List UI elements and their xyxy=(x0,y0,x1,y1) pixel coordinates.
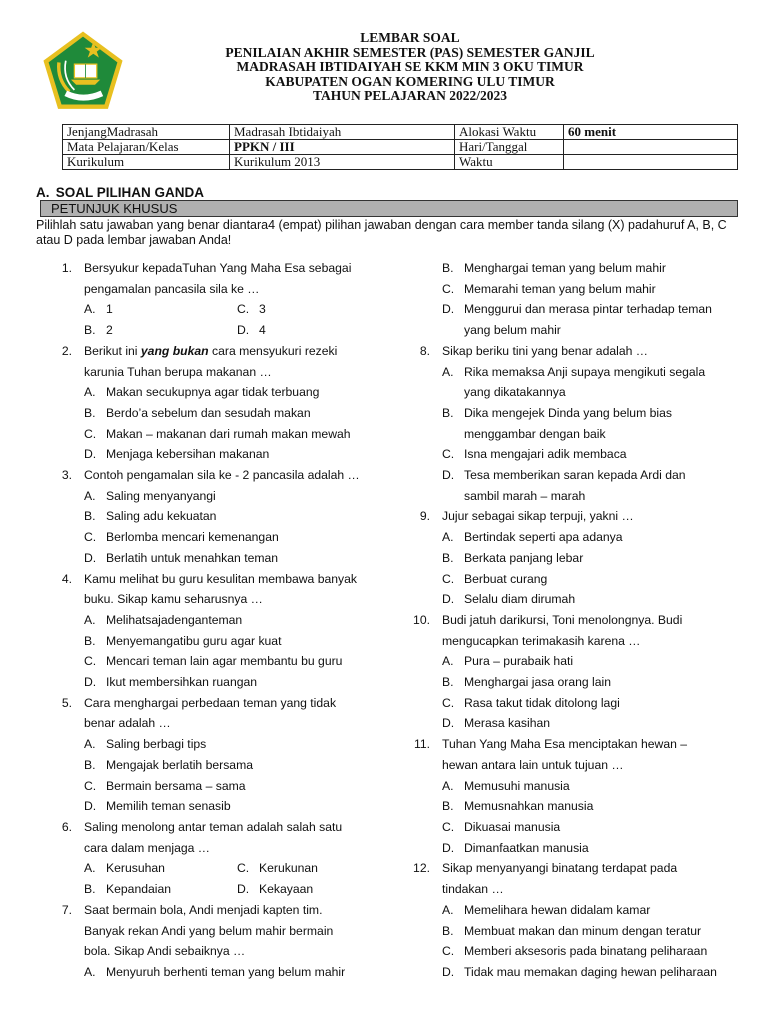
option-text: Berkata panjang lebar xyxy=(464,550,584,565)
question-1 xyxy=(50,258,390,279)
question-7 xyxy=(50,900,390,921)
question-2 xyxy=(50,341,390,362)
option-a xyxy=(50,610,390,631)
option-d xyxy=(408,838,738,859)
option-text: Mencari teman lain agar membantu bu guru xyxy=(106,654,343,669)
question-text: tindakan … xyxy=(442,882,504,897)
option-a xyxy=(50,858,237,879)
option-text: Kekayaan xyxy=(259,882,314,897)
option-text: Memusuhi manusia xyxy=(464,778,570,793)
option-b xyxy=(408,796,738,817)
option-text: Kerusuhan xyxy=(106,861,165,876)
question-number: 9. xyxy=(419,509,430,524)
option-c xyxy=(50,527,390,548)
option-b xyxy=(50,506,390,527)
question-text: Saat bermain bola, Andi menjadi kapten tim. xyxy=(84,902,323,917)
question-text-line xyxy=(50,941,390,962)
option-b xyxy=(408,672,738,693)
option-row xyxy=(50,299,390,320)
question-text: Sikap menyanyangi binatang terdapat pada xyxy=(442,861,678,876)
option-c xyxy=(408,941,738,962)
question-text: Saling menolong antar teman adalah salah satu xyxy=(84,819,343,834)
option-letter: B. xyxy=(442,675,454,690)
info-table xyxy=(62,124,738,170)
table-cell: Kurikulum xyxy=(63,155,230,170)
option-letter: C. xyxy=(84,778,97,793)
question-text: Jujur sebagai sikap terpuji, yakni … xyxy=(442,509,634,524)
option-c xyxy=(50,424,390,445)
option-text: Dika mengejek Dinda yang belum bias xyxy=(464,405,672,420)
section-title: SOAL PILIHAN GANDA xyxy=(55,185,205,200)
option-b xyxy=(50,320,237,341)
option-text: Menghargai teman yang belum mahir xyxy=(464,261,666,275)
option-text: 3 xyxy=(259,302,266,317)
option-letter: A. xyxy=(84,385,96,400)
option-text: Menghargai jasa orang lain xyxy=(464,675,612,690)
option-d xyxy=(237,879,390,900)
option-letter: B. xyxy=(442,261,454,275)
kemenag-logo xyxy=(40,28,126,114)
option-letter: B. xyxy=(84,882,96,897)
option-d xyxy=(408,589,738,610)
option-text: Bertindak seperti apa adanya xyxy=(464,530,623,545)
option-letter: D. xyxy=(237,882,250,897)
question-text-line xyxy=(408,631,738,652)
question-text: cara dalam menjaga … xyxy=(84,840,210,855)
option-a xyxy=(50,299,237,320)
question-emphasis: yang bukan xyxy=(140,343,209,358)
option-letter: B. xyxy=(442,550,454,565)
question-10 xyxy=(408,610,738,631)
question-text: benar adalah … xyxy=(84,716,171,731)
option-text: Selalu diam dirumah xyxy=(464,592,576,607)
question-number: 6. xyxy=(61,819,72,834)
question-text-line xyxy=(408,879,738,900)
option-letter: D. xyxy=(84,447,97,462)
question-text: Cara menghargai perbedaan teman yang tidak xyxy=(84,695,337,710)
header-line: PENILAIAN AKHIR SEMESTER (PAS) SEMESTER GANJIL xyxy=(225,44,595,60)
question-number: 11. xyxy=(413,737,430,752)
option-text: Mengajak berlatih bersama xyxy=(106,757,254,772)
option-letter: C. xyxy=(442,281,455,296)
question-number: 12. xyxy=(413,861,430,876)
question-text-line xyxy=(50,589,390,610)
option-text: Kerukunan xyxy=(259,861,318,876)
left-column xyxy=(50,258,390,983)
option-a xyxy=(50,962,390,983)
question-number: 4. xyxy=(61,571,72,586)
option-text: Makan secukupnya agar tidak terbuang xyxy=(106,385,320,400)
section-heading xyxy=(36,185,204,200)
option-d xyxy=(50,444,390,465)
table-cell: Kurikulum 2013 xyxy=(230,155,455,170)
option-letter: B. xyxy=(84,509,96,524)
option-letter: A. xyxy=(84,737,96,752)
option-letter: B. xyxy=(84,633,96,648)
question-text: mengucapkan terimakasih karena … xyxy=(442,633,641,648)
question-text: pengamalan pancasila sila ke … xyxy=(84,281,260,296)
section-letter: A. xyxy=(36,185,50,200)
option-a xyxy=(50,734,390,755)
question-number: 10. xyxy=(413,612,430,627)
option-c xyxy=(408,693,738,714)
question-text-line xyxy=(50,362,390,383)
question-8 xyxy=(408,341,738,362)
question-6 xyxy=(50,817,390,838)
option-text: Isna mengajari adik membaca xyxy=(464,447,627,462)
question-text: Banyak rekan Andi yang belum mahir bermain xyxy=(84,923,334,938)
table-cell: PPKN / III xyxy=(230,140,455,155)
option-d xyxy=(237,320,390,341)
question-text: Budi jatuh darikursi, Toni menolongnya. Budi xyxy=(442,612,683,627)
header-line: KABUPATEN OGAN KOMERING ULU TIMUR xyxy=(265,73,555,89)
option-text: Memusnahkan manusia xyxy=(464,799,594,814)
option-text: Makan – makanan dari rumah makan mewah xyxy=(106,426,351,441)
option-row xyxy=(50,858,390,879)
option-text: Bermain bersama – sama xyxy=(106,778,246,793)
question-text: Bersyukur kepadaTuhan Yang Maha Esa sebagai xyxy=(84,261,352,275)
table-row xyxy=(63,140,738,155)
option-text: Dimanfaatkan manusia xyxy=(464,840,589,855)
option-a xyxy=(408,776,738,797)
header-line: TAHUN PELAJARAN 2022/2023 xyxy=(312,88,507,103)
question-text: Contoh pengamalan sila ke - 2 pancasila adalah … xyxy=(84,468,360,483)
option-c xyxy=(408,569,738,590)
question-number: 2. xyxy=(61,343,72,358)
option-letter: D. xyxy=(84,675,97,690)
option-b xyxy=(408,548,738,569)
option-letter: D. xyxy=(442,592,455,607)
option-row xyxy=(50,320,390,341)
option-text: Tesa memberikan saran kepada Ardi dan xyxy=(464,468,686,483)
option-letter: D. xyxy=(442,716,455,731)
option-letter: A. xyxy=(442,364,454,379)
option-letter: B. xyxy=(442,405,454,420)
option-letter: D. xyxy=(442,964,455,979)
question-text: Kamu melihat bu guru kesulitan membawa banyak xyxy=(84,571,358,586)
option-letter: B. xyxy=(442,799,454,814)
option-c xyxy=(237,858,390,879)
option-b xyxy=(408,403,738,424)
option-letter: C. xyxy=(442,819,455,834)
option-d xyxy=(50,548,390,569)
option-letter: A. xyxy=(442,530,454,545)
table-cell: Hari/Tanggal xyxy=(455,140,564,155)
option-text: Ikut membersihkan ruangan xyxy=(106,675,258,690)
document-header xyxy=(150,31,670,104)
option-text: 1 xyxy=(106,302,113,317)
option-c xyxy=(50,651,390,672)
option-text: Membuat makan dan minum dengan teratur xyxy=(464,923,702,938)
option-text: Menyuruh berhenti teman yang belum mahir xyxy=(106,964,346,979)
option-letter: C. xyxy=(442,695,455,710)
option-letter: B. xyxy=(84,757,96,772)
table-cell xyxy=(564,140,738,155)
question-number: 8. xyxy=(419,343,430,358)
petunjuk-bar xyxy=(40,200,738,217)
option-letter: B. xyxy=(84,405,96,420)
question-text: bola. Sikap Andi sebaiknya … xyxy=(84,944,246,959)
question-number: 7. xyxy=(61,902,72,917)
option-text: Menyemangatibu guru agar kuat xyxy=(106,633,282,648)
option-letter: D. xyxy=(84,799,97,814)
option-letter: B. xyxy=(84,323,96,338)
option-text: Merasa kasihan xyxy=(464,716,551,731)
table-cell: Alokasi Waktu xyxy=(455,125,564,140)
option-letter: D. xyxy=(237,323,250,338)
question-text-line xyxy=(50,279,390,300)
option-text: Berdo’a sebelum dan sesudah makan xyxy=(106,405,311,420)
petunjuk-label: PETUNJUK KHUSUS xyxy=(51,201,178,216)
option-a xyxy=(408,527,738,548)
option-letter: C. xyxy=(237,861,250,876)
right-column xyxy=(408,258,738,983)
table-cell: JenjangMadrasah xyxy=(63,125,230,140)
option-letter: C. xyxy=(442,944,455,959)
question-5 xyxy=(50,693,390,714)
option-text: Saling berbagi tips xyxy=(106,737,207,752)
option-text: Menjaga kebersihan makanan xyxy=(106,447,270,462)
option-letter: C. xyxy=(237,302,250,317)
option-d xyxy=(50,796,390,817)
option-b xyxy=(408,921,738,942)
option-a xyxy=(50,382,390,403)
option-letter: B. xyxy=(442,923,454,938)
question-number: 5. xyxy=(61,695,72,710)
option-letter: C. xyxy=(84,654,97,669)
table-cell: Madrasah Ibtidaiyah xyxy=(230,125,455,140)
question-text-line xyxy=(50,713,390,734)
option-text: 2 xyxy=(106,323,113,338)
option-c xyxy=(408,444,738,465)
question-text: Tuhan Yang Maha Esa menciptakan hewan – xyxy=(442,737,688,752)
option-text: Rasa takut tidak ditolong lagi xyxy=(464,695,620,710)
option-text: Memelihara hewan didalam kamar xyxy=(464,902,651,917)
option-letter: A. xyxy=(442,778,454,793)
question-number: 3. xyxy=(61,468,72,483)
option-continuation: yang dikatakannya xyxy=(464,385,566,400)
option-letter: C. xyxy=(84,530,97,545)
question-12 xyxy=(408,858,738,879)
option-b xyxy=(50,403,390,424)
option-a xyxy=(408,900,738,921)
option-text: Berbuat curang xyxy=(464,571,548,586)
option-text: 4 xyxy=(259,323,266,338)
option-letter: D. xyxy=(442,302,455,317)
question-3 xyxy=(50,465,390,486)
option-letter: A. xyxy=(84,861,96,876)
question-text-line xyxy=(408,755,738,776)
option-text: Rika memaksa Anji supaya mengikuti segala xyxy=(464,364,706,379)
question-text-line xyxy=(50,921,390,942)
table-cell: Mata Pelajaran/Kelas xyxy=(63,140,230,155)
table-cell xyxy=(564,155,738,170)
option-text: Pura – purabaik hati xyxy=(464,654,574,669)
question-4 xyxy=(50,569,390,590)
question-text: Berikut ini xyxy=(84,343,141,358)
option-letter: D. xyxy=(442,468,455,483)
option-letter: C. xyxy=(442,447,455,462)
option-text: Memberi aksesoris pada binatang peliharaan xyxy=(464,944,708,959)
option-letter: A. xyxy=(84,964,96,979)
option-d xyxy=(50,672,390,693)
option-row xyxy=(50,879,390,900)
option-letter: A. xyxy=(84,302,96,317)
option-letter: A. xyxy=(84,612,96,627)
option-text: Memilih teman senasib xyxy=(106,799,231,814)
option-letter: C. xyxy=(84,426,97,441)
table-row xyxy=(63,125,738,140)
option-text: Berlatih untuk menahkan teman xyxy=(106,550,279,565)
option-b xyxy=(50,631,390,652)
option-letter: D. xyxy=(442,840,455,855)
question-number: 1. xyxy=(61,261,72,275)
option-text: Saling adu kekuatan xyxy=(106,509,217,524)
option-b xyxy=(50,755,390,776)
question-text: hewan antara lain untuk tujuan … xyxy=(442,757,624,772)
option-text: Saling menyanyangi xyxy=(106,488,216,503)
option-text: Kepandaian xyxy=(106,882,172,897)
option-b xyxy=(50,879,237,900)
option-a xyxy=(408,651,738,672)
option-b xyxy=(408,258,738,279)
option-letter: A. xyxy=(442,902,454,917)
option-text: Berlomba mencari kemenangan xyxy=(106,530,279,545)
option-letter: D. xyxy=(84,550,97,565)
option-text: Menggurui dan merasa pintar terhadap teman xyxy=(464,302,712,317)
table-cell: 60 menit xyxy=(564,125,738,140)
question-11 xyxy=(408,734,738,755)
option-a xyxy=(408,362,738,383)
option-c xyxy=(408,279,738,300)
option-c xyxy=(408,817,738,838)
instruction-text: Pilihlah satu jawaban yang benar diantara4 (empat) pilihan jawaban dengan cara member tanda silang (X) padahuruf A, B, C atau D pada lembar jawaban Anda! xyxy=(36,218,727,247)
header-line: MADRASAH IBTIDAIYAH SE KKM MIN 3 OKU TIMUR xyxy=(236,59,584,74)
option-text: Dikuasai manusia xyxy=(464,819,561,834)
option-text: Tidak mau memakan daging hewan peliharaan xyxy=(464,964,717,979)
table-row xyxy=(63,155,738,170)
option-c xyxy=(237,299,390,320)
option-continuation: menggambar dengan baik xyxy=(464,426,606,441)
question-text-line xyxy=(50,838,390,859)
table-cell: Waktu xyxy=(455,155,564,170)
option-continuation: sambil marah – marah xyxy=(464,488,586,503)
question-9 xyxy=(408,506,738,527)
option-text: Melihatsajadenganteman xyxy=(106,612,243,627)
question-text: Sikap beriku tini yang benar adalah … xyxy=(442,343,648,358)
option-d xyxy=(408,713,738,734)
option-c xyxy=(50,776,390,797)
question-text: buku. Sikap kamu seharusnya … xyxy=(84,592,263,607)
option-continuation: yang belum mahir xyxy=(464,323,561,338)
question-text: karunia Tuhan berupa makanan … xyxy=(84,364,272,379)
option-d xyxy=(408,962,738,983)
option-letter: A. xyxy=(84,488,96,503)
option-letter: A. xyxy=(442,654,454,669)
option-d xyxy=(408,299,738,320)
option-a xyxy=(50,486,390,507)
header-line: LEMBAR SOAL xyxy=(360,30,460,45)
question-text: cara mensyukuri rezeki xyxy=(208,343,338,358)
option-letter: C. xyxy=(442,571,455,586)
option-text: Memarahi teman yang belum mahir xyxy=(464,281,656,296)
option-d xyxy=(408,465,738,486)
